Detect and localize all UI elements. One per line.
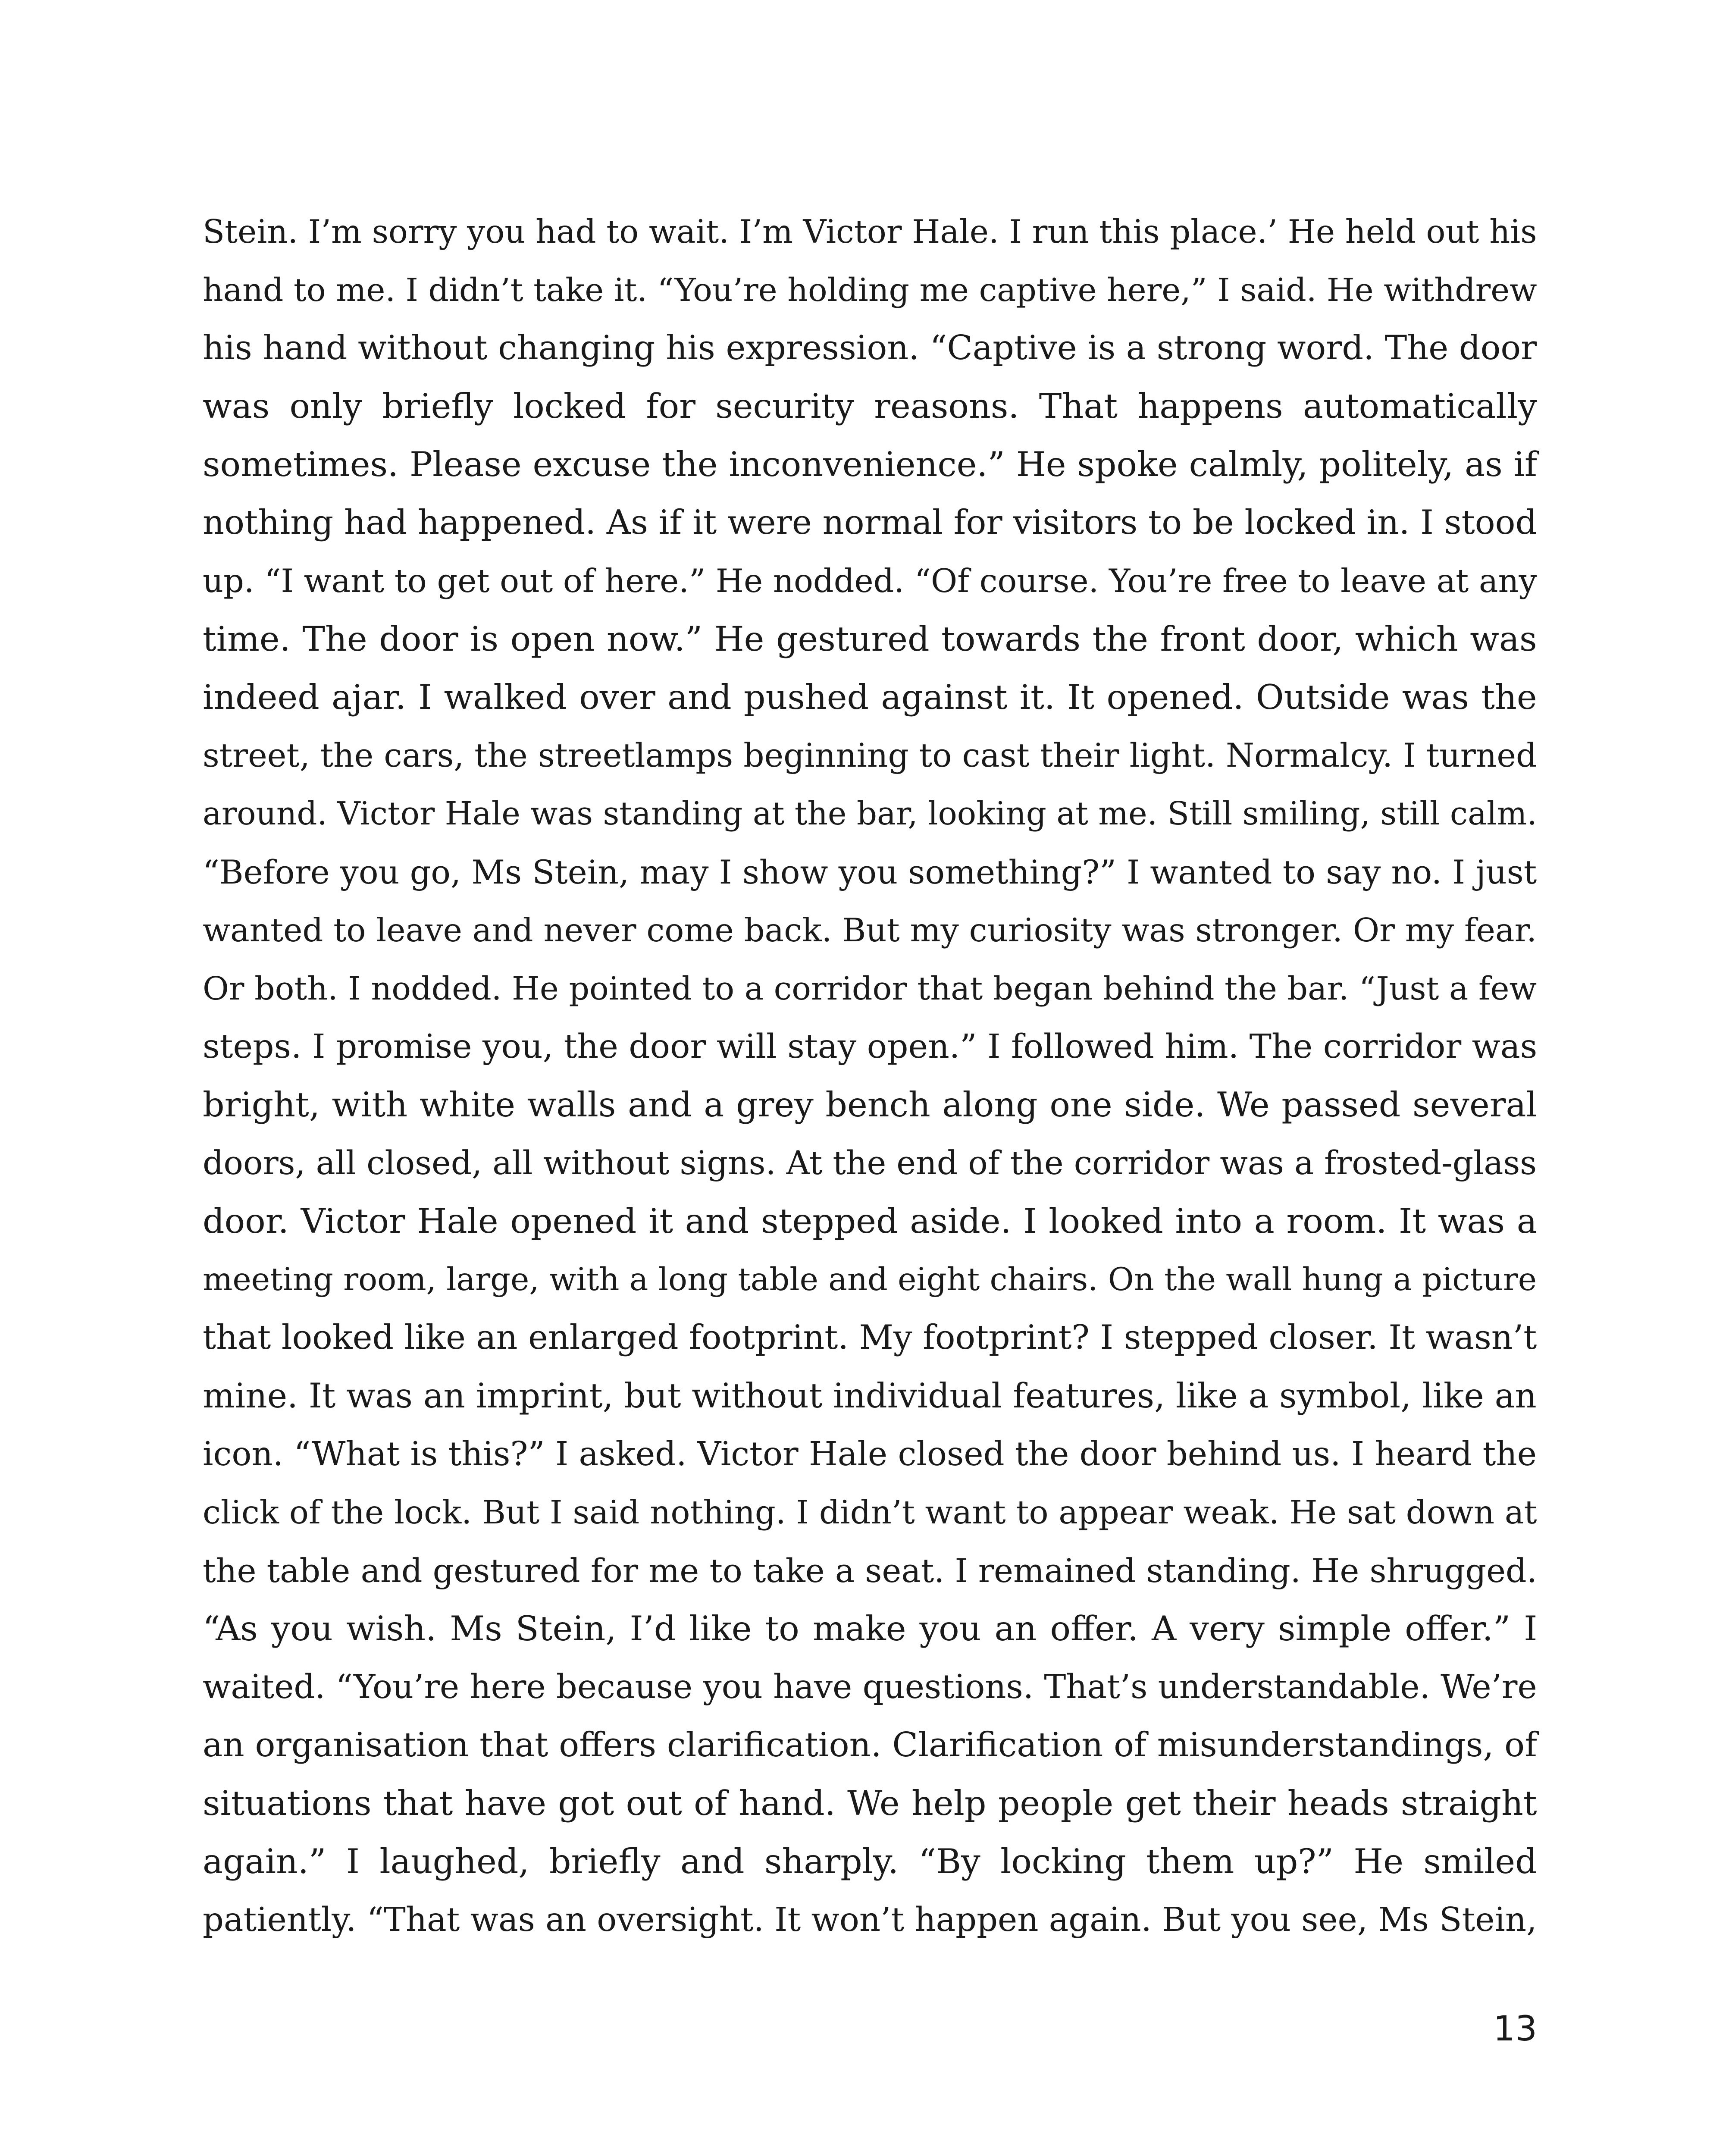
text-line: door. Victor Hale opened it and stepped aside. I looked into a room. It was a [203,1201,1537,1241]
text-line: click of the lock. But I said nothing. I didn’t want to appear weak. He sat down at [203,1493,1537,1531]
text-line: an organisation that offers clarification. Clarification of misunderstandings, of [203,1726,1537,1764]
text-line: meeting room, large, with a long table and eight chairs. On the wall hung a picture [203,1261,1537,1298]
text-line: situations that have got out of hand. We help people get their heads straight [203,1783,1537,1823]
text-line: doors, all closed, all without signs. At the end of the corridor was a frosted-glass [203,1144,1537,1182]
text-line: indeed ajar. I walked over and pushed against it. It opened. Outside was the [203,677,1537,717]
text-line: “Before you go, Ms Stein, may I show you something?” I wanted to say no. I just [203,853,1537,891]
text-line: “As you wish. Ms Stein, I’d like to make you an offer. A very simple offer.” I [203,1609,1538,1648]
text-line: waited. “You’re here because you have questions. That’s understandable. We’re [203,1668,1537,1706]
text-line: sometimes. Please excuse the inconvenience.” He spoke calmly, politely, as if [203,445,1538,484]
text-line: around. Victor Hale was standing at the bar, looking at me. Still smiling, still calm. [203,796,1537,832]
text-line: steps. I promise you, the door will stay open.” I followed him. The corridor was [203,1027,1538,1066]
text-line: Stein. I’m sorry you had to wait. I’m Victor Hale. I run this place.’ He held out his [203,213,1537,251]
text-line: nothing had happened. As if it were normal for visitors to be locked in. I stood [203,503,1537,542]
text-line: patiently. “That was an oversight. It won’t happen again. But you see, Ms Stein, [203,1901,1537,1939]
text-line: was only briefly locked for security reasons. That happens automatically [203,386,1537,426]
text-line: time. The door is open now.” He gestured towards the front door, which was [203,619,1537,659]
text-line: again.” I laughed, briefly and sharply. “By locking them up?” He smiled [203,1842,1537,1881]
text-line: that looked like an enlarged footprint. My footprint? I stepped closer. It wasn’t [203,1318,1537,1357]
text-line: his hand without changing his expression. “Captive is a strong word. The door [203,329,1537,367]
page-number: 13 [1493,2009,1537,2049]
body-text [203,203,1537,1949]
text-line: the table and gestured for me to take a seat. I remained standing. He shrugged. [203,1551,1537,1590]
text-line: icon. “What is this?” I asked. Victor Hale closed the door behind us. I heard the [203,1435,1537,1473]
text-line: mine. It was an imprint, but without individual features, like a symbol, like an [203,1376,1537,1416]
text-line: wanted to leave and never come back. But my curiosity was stronger. Or my fear. [203,911,1537,949]
text-line: Or both. I nodded. He pointed to a corridor that began behind the bar. “Just a few [203,970,1537,1007]
text-line: street, the cars, the streetlamps beginning to cast their light. Normalcy. I turned [203,736,1537,774]
text-line: up. “I want to get out of here.” He nodded. “Of course. You’re free to leave at any [203,562,1537,600]
text-line: bright, with white walls and a grey bench along one side. We passed several [203,1085,1537,1125]
text-line: hand to me. I didn’t take it. “You’re holding me captive here,” I said. He withdrew [203,271,1537,309]
